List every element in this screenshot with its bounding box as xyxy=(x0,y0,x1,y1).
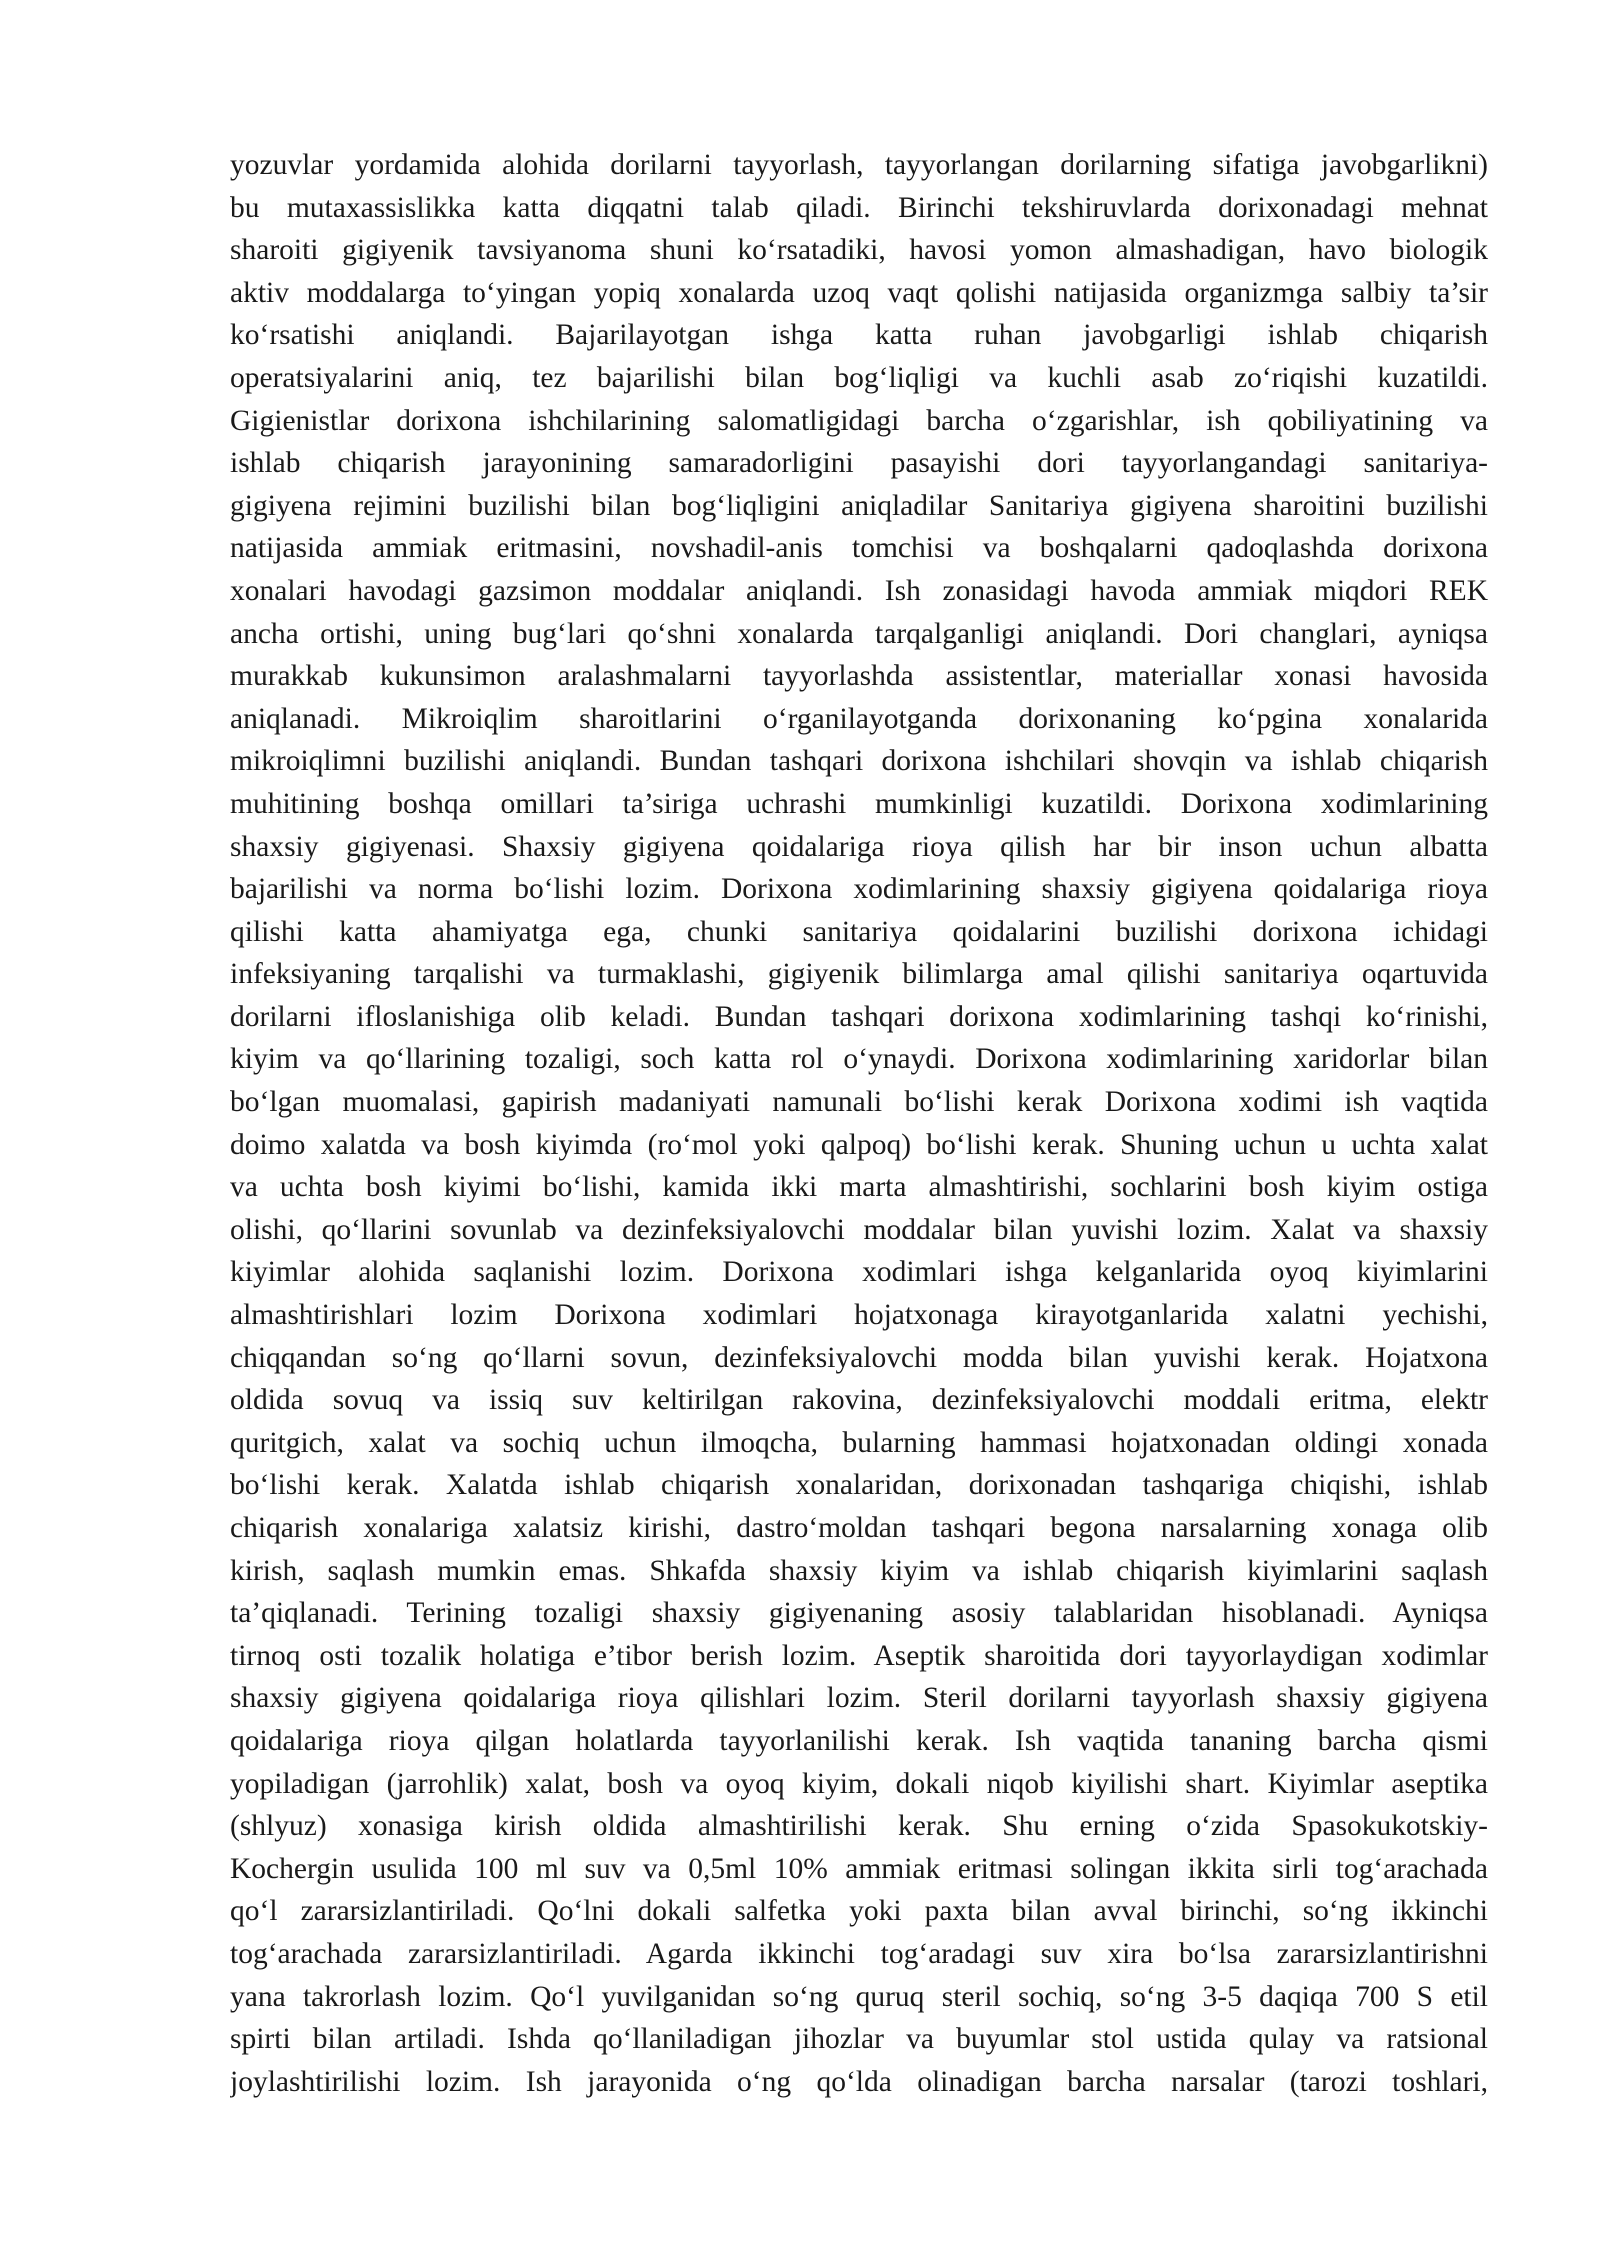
text-line: chiqqandan so‘ng qo‘llarni sovun, dezinfeksiyalovchi modda bilan yuvishi kerak. Hojatxona xyxy=(230,1341,1488,1374)
text-line: kiyim va qo‘llarining tozaligi, soch katta rol o‘ynaydi. Dorixona xodimlarining xaridorlar bilan xyxy=(230,1043,1488,1076)
text-line: quritgich, xalat va sochiq uchun ilmoqcha, bularning hammasi hojatxonadan oldingi xonada xyxy=(230,1426,1488,1459)
text-line: mikroiqlimni buzilishi aniqlandi. Bundan tashqari dorixona ishchilari shovqin va ishlab chiqarish xyxy=(230,745,1488,778)
text-line: qoidalariga rioya qilgan holatlarda tayyorlanilishi kerak. Ish vaqtida tananing barcha qismi xyxy=(230,1724,1488,1757)
text-line: va uchta bosh kiyimi bo‘lishi, kamida ikki marta almashtirishi, sochlarini bosh kiyim ostiga xyxy=(230,1171,1488,1204)
text-line: olishi, qo‘llarini sovunlab va dezinfeksiyalovchi moddalar bilan yuvishi lozim. Xalat va shaxsiy xyxy=(230,1213,1488,1246)
text-line: bu mutaxassislikka katta diqqatni talab qiladi. Birinchi tekshiruvlarda dorixonadagi mehnat xyxy=(230,191,1488,224)
text-line: oldida sovuq va issiq suv keltirilgan rakovina, dezinfeksiyalovchi moddali eritma, elektr xyxy=(230,1384,1488,1417)
text-line: aktiv moddalarga to‘yingan yopiq xonalarda uzoq vaqt qolishi natijasida organizmga salbiy ta’sir xyxy=(230,276,1488,309)
text-line: xonalari havodagi gazsimon moddalar aniqlandi. Ish zonasidagi havoda ammiak miqdori REK xyxy=(230,574,1488,607)
text-line: (shlyuz) xonasiga kirish oldida almashtirilishi kerak. Shu erning o‘zida Spasokukotskiy- xyxy=(230,1810,1488,1843)
text-line: qilishi katta ahamiyatga ega, chunki sanitariya qoidalarini buzilishi dorixona ichidagi xyxy=(230,915,1488,948)
text-line: yana takrorlash lozim. Qo‘l yuvilganidan so‘ng quruq steril sochiq, so‘ng 3-5 daqiqa 700 S etil xyxy=(230,1980,1488,2013)
text-line: infeksiyaning tarqalishi va turmaklashi, gigiyenik bilimlarga amal qilishi sanitariya oqartuvida xyxy=(230,958,1488,991)
text-line: sharoiti gigiyenik tavsiyanoma shuni ko‘rsatadiki, havosi yomon almashadigan, havo biologik xyxy=(230,234,1488,267)
body-text xyxy=(230,144,1488,2103)
text-line: kiyimlar alohida saqlanishi lozim. Dorixona xodimlari ishga kelganlarida oyoq kiyimlarini xyxy=(230,1256,1488,1289)
text-line: shaxsiy gigiyena qoidalariga rioya qilishlari lozim. Steril dorilarni tayyorlash shaxsiy gigiyena xyxy=(230,1682,1488,1715)
text-line: joylashtirilishi lozim. Ish jarayonida o‘ng qo‘lda olinadigan barcha narsalar (tarozi toshlari, xyxy=(230,2065,1488,2098)
text-line: tog‘arachada zararsizlantiriladi. Agarda ikkinchi tog‘aradagi suv xira bo‘lsa zararsizlantirishni xyxy=(230,1937,1488,1970)
text-line: natijasida ammiak eritmasini, novshadil-anis tomchisi va boshqalarni qadoqlashda dorixona xyxy=(230,532,1488,565)
text-line: Gigienistlar dorixona ishchilarining salomatligidagi barcha o‘zgarishlar, ish qobiliyatining va xyxy=(230,404,1488,437)
text-line: dorilarni ifloslanishiga olib keladi. Bundan tashqari dorixona xodimlarining tashqi ko‘rinishi, xyxy=(230,1000,1488,1033)
text-line: aniqlanadi. Mikroiqlim sharoitlarini o‘rganilayotganda dorixonaning ko‘pgina xonalarida xyxy=(230,702,1488,735)
text-line: yozuvlar yordamida alohida dorilarni tayyorlash, tayyorlangan dorilarning sifatiga javobgarlikni) xyxy=(230,149,1488,181)
text-line: ancha ortishi, uning bug‘lari qo‘shni xonalarda tarqalganligi aniqlandi. Dori changlari, ayniqsa xyxy=(230,617,1488,650)
text-line: gigiyena rejimini buzilishi bilan bog‘liqligini aniqladilar Sanitariya gigiyena sharoitini buzilishi xyxy=(230,489,1488,522)
text-line: ko‘rsatishi aniqlandi. Bajarilayotgan ishga katta ruhan javobgarligi ishlab chiqarish xyxy=(230,319,1488,352)
text-line: doimo xalatda va bosh kiyimda (ro‘mol yoki qalpoq) bo‘lishi kerak. Shuning uchun u uchta xalat xyxy=(230,1128,1488,1161)
text-line: spirti bilan artiladi. Ishda qo‘llaniladigan jihozlar va buyumlar stol ustida qulay va ratsional xyxy=(230,2023,1488,2056)
text-line: bo‘lishi kerak. Xalatda ishlab chiqarish xonalaridan, dorixonadan tashqariga chiqishi, ishlab xyxy=(230,1469,1488,1502)
text-line: shaxsiy gigiyenasi. Shaxsiy gigiyena qoidalariga rioya qilish har bir inson uchun albatta xyxy=(230,830,1488,863)
text-line: operatsiyalarini aniq, tez bajarilishi bilan bog‘liqligi va kuchli asab zo‘riqishi kuzatildi. xyxy=(230,361,1488,394)
text-line: yopiladigan (jarrohlik) xalat, bosh va oyoq kiyim, dokali niqob kiyilishi shart. Kiyimlar aseptika xyxy=(230,1767,1488,1800)
text-line: chiqarish xonalariga xalatsiz kirishi, dastro‘moldan tashqari begona narsalarning xonaga olib xyxy=(230,1512,1488,1544)
text-line: kirish, saqlash mumkin emas. Shkafda shaxsiy kiyim va ishlab chiqarish kiyimlarini saqlash xyxy=(230,1554,1488,1587)
text-line: qo‘l zararsizlantiriladi. Qo‘lni dokali salfetka yoki paxta bilan avval birinchi, so‘ng ikkinchi xyxy=(230,1895,1488,1928)
text-line: ta’qiqlanadi. Terining tozaligi shaxsiy gigiyenaning asosiy talablaridan hisoblanadi. Ayniqsa xyxy=(230,1597,1488,1630)
text-line: Kochergin usulida 100 ml suv va 0,5ml 10% ammiak eritmasi solingan ikkita sirli tog‘arachada xyxy=(230,1852,1488,1885)
text-line: muhitining boshqa omillari ta’siriga uchrashi mumkinligi kuzatildi. Dorixona xodimlarining xyxy=(230,787,1488,820)
text-line: almashtirishlari lozim Dorixona xodimlari hojatxonaga kirayotganlarida xalatni yechishi, xyxy=(230,1299,1488,1332)
text-line: ishlab chiqarish jarayonining samaradorligini pasayishi dori tayyorlangandagi sanitariya- xyxy=(230,447,1488,480)
text-line: bo‘lgan muomalasi, gapirish madaniyati namunali bo‘lishi kerak Dorixona xodimi ish vaqtida xyxy=(230,1086,1488,1119)
text-line: murakkab kukunsimon aralashmalarni tayyorlashda assistentlar, materiallar xonasi havosida xyxy=(230,660,1488,693)
text-line: tirnoq osti tozalik holatiga e’tibor berish lozim. Aseptik sharoitida dori tayyorlaydigan xodimlar xyxy=(230,1639,1488,1672)
text-line: bajarilishi va norma bo‘lishi lozim. Dorixona xodimlarining shaxsiy gigiyena qoidalariga rioya xyxy=(230,873,1488,906)
